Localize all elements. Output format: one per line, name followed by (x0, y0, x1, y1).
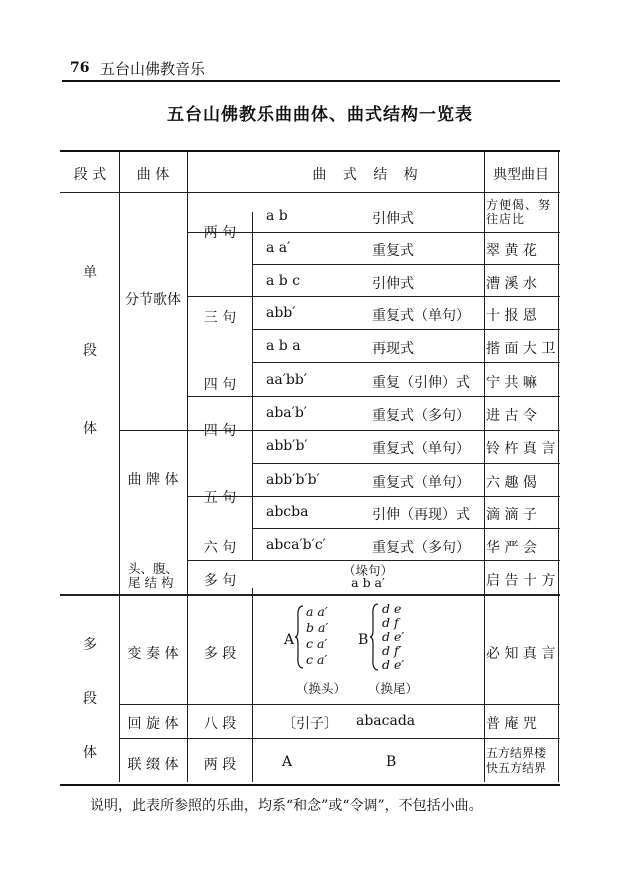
row-rule (188, 232, 560, 233)
song-cell: 普 庵 咒 (486, 716, 537, 732)
length-label: 四 句 (203, 377, 237, 393)
lianzhui-label: 联 缀 体 (127, 757, 179, 773)
duoju-line-2: a b a′ (351, 575, 385, 590)
song-cell: 漕 溪 水 (486, 276, 537, 292)
header-quti: 曲 体 (136, 167, 170, 183)
B-line: d e′ (382, 657, 405, 672)
song-cell: 翠 黄 花 (486, 243, 537, 259)
struct-cell: a a′ (266, 240, 291, 256)
row-rule (188, 396, 560, 397)
struct-cell: abcba (266, 504, 309, 520)
struct-cell: a b c (266, 273, 301, 289)
running-title: 五台山佛教音乐 (100, 60, 206, 78)
form-cell: 重复式（多句） (372, 540, 470, 556)
A-line: c a′ (306, 652, 328, 667)
single-label-2: 段 (83, 343, 97, 359)
multi-label-2: 段 (83, 691, 97, 707)
row-rule (120, 704, 560, 705)
baduan-label: 八 段 (203, 716, 237, 732)
form-cell: 重复式（单句） (372, 441, 470, 457)
length-label: 四 句 (203, 423, 237, 439)
single-label-1: 单 (83, 265, 97, 281)
col-divider-1 (119, 152, 120, 782)
huixuan-struct: abacada (356, 713, 416, 729)
song-cell: 宁 共 嘛 (486, 375, 537, 391)
duoju-line-1: （垛句） (342, 563, 394, 578)
song-cell: 铃 杵 真 言 (486, 441, 556, 457)
form-cell: 引伸式 (372, 276, 414, 292)
row-rule (252, 362, 560, 363)
header-rule (62, 80, 560, 82)
song-cell: 滴 滴 子 (486, 507, 537, 523)
B-line: d e (382, 601, 402, 616)
song-cell: 十 报 恩 (486, 308, 537, 324)
section-rule (60, 594, 560, 596)
form-cell: 引伸（再现）式 (372, 507, 470, 523)
struct-cell: a b (266, 208, 288, 224)
yinzi-label: 〔引子〕 (282, 716, 338, 732)
A-line: a a′ (306, 604, 328, 619)
song-cell: 揩 面 大 卫 (486, 341, 556, 357)
B-line: d f′ (382, 643, 402, 658)
struct-cell: a b a (266, 338, 301, 354)
col-divider-5 (558, 152, 559, 782)
huanwei-label: （换尾） (368, 681, 419, 696)
length-label: 三 句 (203, 310, 237, 326)
struct-cell: abb′b′b′ (266, 472, 320, 488)
col-divider-3b (252, 588, 253, 782)
B-line: d f (382, 615, 399, 630)
song-cell: 启 告 十 方 (486, 573, 556, 589)
form-cell: 重复（引伸）式 (372, 375, 470, 391)
A-line: c a′ (306, 636, 328, 651)
single-label-3: 体 (83, 421, 97, 437)
multi-label-1: 多 (83, 637, 97, 653)
song-cell-lianzhui (486, 746, 546, 776)
song-cell: 进 古 令 (486, 408, 537, 424)
col-divider-2 (187, 152, 188, 782)
row-rule (252, 264, 560, 265)
form-cell: 引伸式 (372, 211, 414, 227)
row-rule (252, 463, 560, 464)
col-divider-4 (484, 152, 485, 782)
form-cell: 再现式 (372, 341, 414, 357)
struct-cell: aba′b′ (266, 405, 307, 421)
song-cell: 必 知 真 言 (486, 646, 556, 662)
form-cell: 重复式（单句） (372, 308, 470, 324)
struct-cell: abca′b′c′ (266, 537, 326, 553)
huantou-label: （换头） (296, 681, 347, 696)
header-qushi: 曲 式 结 构 (312, 167, 424, 183)
multi-label-3: 体 (83, 745, 97, 761)
variation-A-lines (306, 604, 328, 668)
row-rule (252, 528, 560, 529)
length-label: 五 句 (203, 490, 237, 506)
footnote: 说明，此表所参照的乐曲，均系“和念”或“令调”，不包括小曲。 (90, 798, 483, 814)
variation-A-label: A (284, 632, 295, 648)
header-duanshi: 段 式 (73, 167, 107, 183)
bianzou-label: 变 奏 体 (127, 646, 179, 662)
row-rule (188, 296, 560, 297)
form-cell: 重复式 (372, 243, 414, 259)
song-cell: 六 趣 偈 (486, 475, 537, 491)
length-label: 多 句 (203, 573, 237, 589)
form-cell: 重复式（多句） (372, 408, 470, 424)
song-cell: 方便偈、努往店比 (486, 198, 552, 226)
header-divider (60, 192, 560, 193)
page-number: 76 (70, 60, 90, 76)
toufu-line-1: 头、腹、 (127, 561, 179, 576)
song-line: 快五方结界 (486, 761, 547, 775)
fenjie-label: 分节歌体 (125, 292, 181, 308)
A-line: b a′ (306, 620, 329, 635)
toufu-line-2: 尾 结 构 (127, 575, 174, 590)
song-cell: 华 严 会 (486, 540, 537, 556)
length-label: 六 句 (203, 540, 237, 556)
row-rule (188, 496, 560, 497)
length-label: 两 句 (203, 225, 237, 241)
table-title: 五台山佛教乐曲曲体、曲式结构一览表 (167, 105, 473, 125)
variation-B-label: B (358, 632, 369, 648)
form-cell: 重复式（单句） (372, 475, 470, 491)
struct-cell: aa′bb′ (266, 372, 307, 388)
header-dianxing: 典型曲目 (493, 167, 549, 183)
struct-cell: abb′ (266, 305, 296, 321)
left-brace-icon (294, 604, 304, 670)
variation-B-lines (382, 602, 404, 672)
row-rule (120, 430, 560, 431)
duoduan-label: 多 段 (203, 646, 237, 662)
B-line: d e′ (382, 629, 405, 644)
right-brace-icon (369, 602, 379, 672)
row-rule (252, 329, 560, 330)
qupai-label: 曲 牌 体 (127, 472, 179, 488)
struct-cell: abb′b′ (266, 438, 308, 454)
toufu-label (128, 562, 178, 590)
structure-table (60, 150, 560, 786)
liangduan-label: 两 段 (203, 757, 237, 773)
lianzhui-A: A (282, 754, 293, 770)
row-rule (120, 738, 560, 739)
song-line: 五方结界楼 (486, 746, 547, 760)
huixuan-label: 回 旋 体 (127, 716, 179, 732)
lianzhui-B: B (386, 754, 397, 770)
